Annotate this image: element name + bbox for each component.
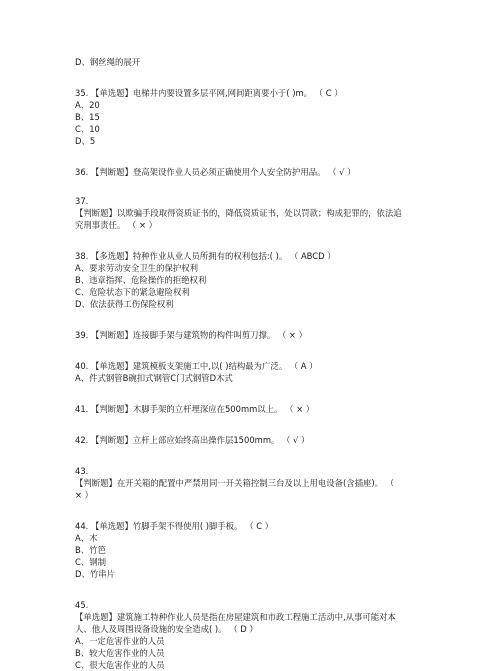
q45-stem-line-1: 【单选题】建筑施工特种作业人员是指在房屋建筑和市政工程施工活动中,从事可能对本 bbox=[75, 612, 396, 622]
q44-option-a: A、木 bbox=[75, 533, 98, 543]
q37-stem-line-2: 究刑事责任。 （ × ） bbox=[75, 220, 158, 230]
q38-option-a: A、要求劳动安全卫生的保护权利 bbox=[75, 263, 198, 273]
q35-option-a: A、20 bbox=[75, 100, 100, 110]
q45-option-c: C、很大危害作业的人员 bbox=[75, 660, 165, 670]
question-35 bbox=[75, 87, 435, 147]
question-39 bbox=[75, 329, 435, 341]
q43-stem-line-1: 【判断题】在开关箱的配置中严禁用同一开关箱控制三台及以上用电设备(含插座)。 （ bbox=[75, 478, 395, 488]
question-42 bbox=[75, 434, 435, 446]
q35-stem: 35. 【单选题】电梯井内要设置多层平网,网间距离要小于( )m。 （ C ） bbox=[75, 88, 343, 98]
question-44 bbox=[75, 520, 435, 580]
q45-option-b: B、较大危害作业的人员 bbox=[75, 648, 165, 658]
q43-number: 43. bbox=[75, 466, 89, 476]
question-41 bbox=[75, 403, 435, 415]
q44-stem: 44. 【单选题】竹脚手架不得使用( )脚手板。 （ C ） bbox=[75, 521, 274, 531]
q38-option-d: D、依法获得工伤保险权利 bbox=[75, 299, 174, 309]
q43-stem-line-2: × ） bbox=[75, 490, 94, 500]
q40-options: A、件式钢管B碗扣式钢管C门式钢管D木式 bbox=[75, 373, 233, 383]
q40-stem: 40. 【单选题】建筑模板支架施工中,以( )结构最为广泛。 （ A ） bbox=[75, 361, 318, 371]
q45-option-a: A、一定危害作业的人员 bbox=[75, 636, 165, 646]
q38-option-c: C、危险状态下的紧急避险权利 bbox=[75, 287, 190, 297]
q44-option-b: B、竹笆 bbox=[75, 545, 106, 555]
q39-stem: 39. 【判断题】连接脚手架与建筑物的构件叫剪刀撑。 （ × ） bbox=[75, 330, 307, 340]
question-37 bbox=[75, 195, 435, 231]
q35-option-d: D、5 bbox=[75, 136, 96, 146]
question-43 bbox=[75, 465, 435, 501]
q41-stem: 41. 【判断题】木脚手架的立杆埋深应在500mm以上。 （ × ） bbox=[75, 404, 315, 414]
q35-option-c: C、10 bbox=[75, 124, 100, 134]
question-36 bbox=[75, 166, 435, 178]
q35-option-b: B、15 bbox=[75, 112, 100, 122]
question-40 bbox=[75, 360, 435, 384]
question-38 bbox=[75, 250, 435, 310]
exam-page bbox=[75, 56, 435, 671]
q36-stem: 36. 【判断题】登高架设作业人员必须正确使用个人安全防护用品。 （ √ ） bbox=[75, 167, 356, 177]
question-45 bbox=[75, 599, 435, 671]
q44-option-c: C、钢制 bbox=[75, 557, 106, 567]
q37-stem-line-1: 【判断题】以欺骗手段取得资质证书的，降低资质证书，处以罚款；构成犯罪的，依法追 bbox=[75, 208, 402, 218]
q34-option-d: D、钢丝绳的展开 bbox=[75, 57, 141, 67]
q45-stem-line-2: 人、他人及周围设备设施的安全造成( )。 （ D ） bbox=[75, 624, 258, 634]
q37-number: 37. bbox=[75, 196, 89, 206]
q44-option-d: D、竹串片 bbox=[75, 569, 115, 579]
q42-stem: 42. 【判断题】立杆上部应始终高出操作层1500mm。 （ √ ） bbox=[75, 435, 310, 445]
q45-number: 45. bbox=[75, 600, 89, 610]
q38-stem: 38. 【多选题】特种作业从业人员所拥有的权利包括:( )。 （ ABCD ） bbox=[75, 251, 336, 261]
q38-option-b: B、违章指挥、危险操作的拒绝权利 bbox=[75, 275, 207, 285]
